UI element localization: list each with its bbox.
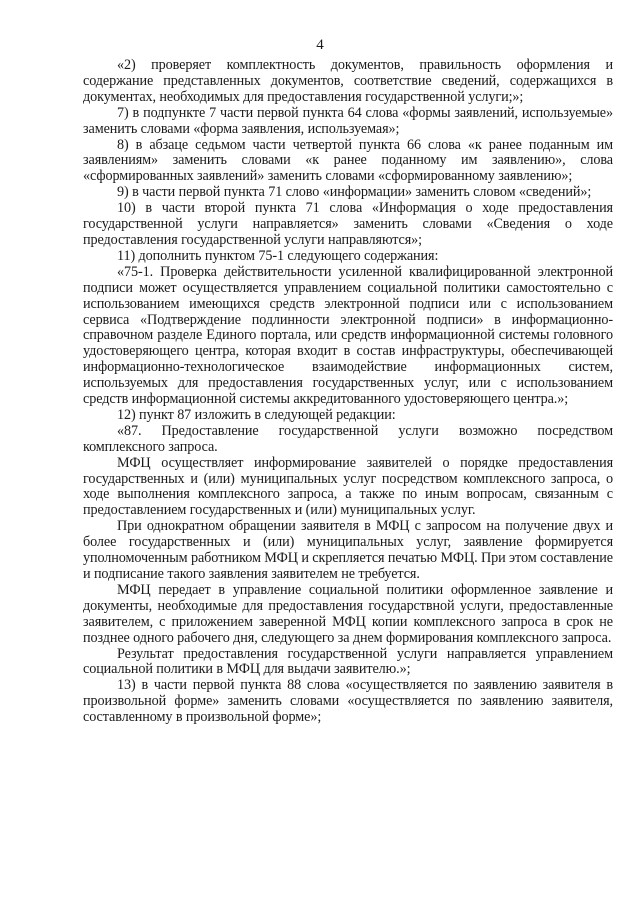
paragraph-11: При однократном обращении заявителя в МФЦ с запросом на получение двух и более государственных и (или) муниципальных услуг, заявление формируется уполномоченным работником МФЦ и скрепляется печатью МФЦ. При этом составление и подписание такого заявления заявителем не требуется. [83,518,613,582]
paragraph-10: МФЦ осуществляет информирование заявителей о порядке предоставления государственных и (или) муниципальных услуг посредством комплексного запроса, о ходе выполнения комплексного запроса, а также по иным вопросам, связанным с предоставлением государственных и (или) муниципальных услуг. [83,454,613,519]
paragraph-8: 12) пункт 87 изложить в следующей редакции: [117,406,396,423]
page-number: 4 [316,37,324,53]
paragraph-3: 8) в абзаце седьмом части четвертой пункта 66 слова «к ранее поданным им заявлениям» заменить словами «к ранее поданному им заявлению», слова «сформированных заявлений» заменить словами «сформированному заявлению»; [83,136,613,185]
paragraph-14: 13) в части первой пункта 88 слова «осуществляется по заявлению заявителя в произвольной форме» заменить словами «осуществляется по заявлению заявителя, составленному в произвольной форме»; [83,677,613,726]
paragraph-6: 11) дополнить пунктом 75-1 следующего содержания: [117,247,439,264]
paragraph-9: «87. Предоставление государственной услуги возможно посредством комплексного запроса. [83,422,613,455]
paragraph-4: 9) в части первой пункта 71 слово «информации» заменить словом «сведений»; [117,184,592,201]
document-body [83,58,613,726]
paragraph-7: «75-1. Проверка действительности усиленной квалифицированной электронной подписи может осуществляется управлением социальной политики самостоятельно с использованием имеющихся средств электронной подписи или с использованием сервиса «Подтверждение подлинности электронной подписи» в информационно-справочном разделе Единого портала, или средств информационной системы головного удостоверяющего центра, которая входит в состав инфраструктуры, обеспечивающей информационно-технологическое взаимодействие информационных систем, используемых для предоставления государственных услуг, или с использованием средств информационной системы аккредитованного удостоверяющего центра.»; [83,263,613,408]
paragraph-2: 7) в подпункте 7 части первой пункта 64 слова «формы заявлений, используемые» заменить словами «форма заявления, используемая»; [83,104,613,137]
paragraph-5: 10) в части второй пункта 71 слова «Информация о ходе предоставления государственной услуги направляется» заменить словами «Сведения о ходе предоставления государственной услуги направляются»; [83,200,613,248]
paragraph-13: Результат предоставления государственной услуги направляется управлением социальной политики в МФЦ для выдачи заявителю.»; [83,645,613,678]
paragraph-1: «2) проверяет комплектность документов, правильность оформления и содержание представленных документов, соответствие сведений, содержащихся в документах, необходимых для предоставления государственной услуги;»; [83,57,613,105]
paragraph-12: МФЦ передает в управление социальной политики оформленное заявление и документы, необходимые для предоставления государствной услуги, предоставленные заявителем, с приложением заверенной МФЦ копии комплексного запроса в срок не позднее одного рабочего дня, следующего за днем формирования комплексного запроса. [83,581,613,646]
